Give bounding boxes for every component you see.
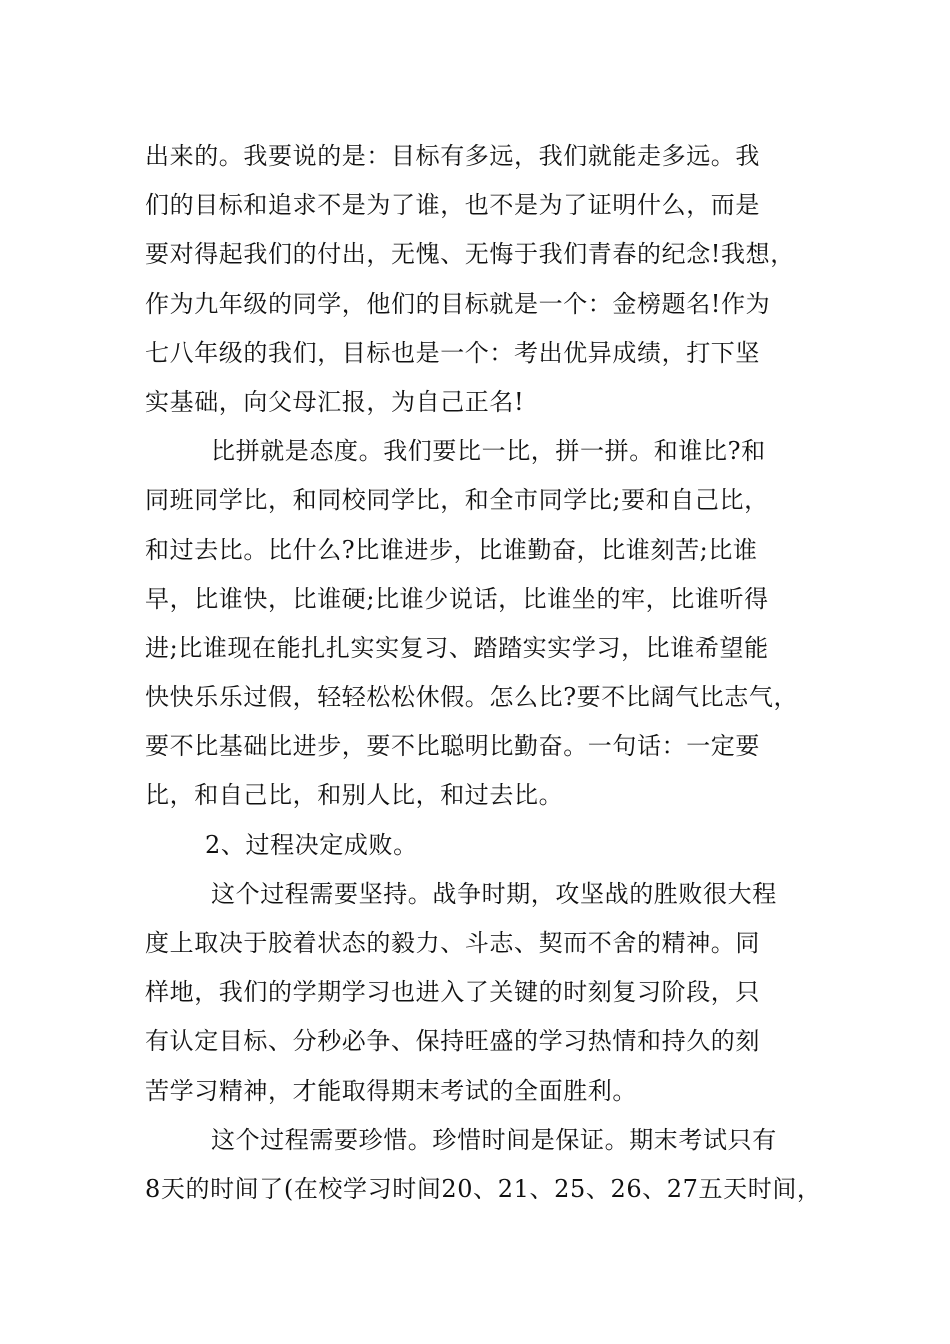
text-line: 度上取决于胶着状态的毅力、斗志、契而不舍的精神。同 [145, 929, 760, 957]
text-line: 早，比谁快，比谁硬;比谁少说话，比谁坐的牢，比谁听得 [145, 584, 769, 613]
document-body [145, 132, 835, 1214]
text-line: 和过去比。比什么?比谁进步，比谁勤奋，比谁刻苦;比谁 [145, 535, 758, 564]
text-line: 作为九年级的同学，他们的目标就是一个：金榜题名!作为 [145, 289, 771, 318]
text-line: 出来的。我要说的是：目标有多远，我们就能走多远。我 [145, 142, 760, 170]
text-line: 七八年级的我们，目标也是一个：考出优异成绩，打下坚 [145, 338, 760, 367]
paragraph-start-line: 这个过程需要珍惜。珍惜时间是保证。期末考试只有 [211, 1125, 777, 1154]
text-line: 比，和自己比，和别人比，和过去比。 [145, 781, 564, 810]
section-heading: 2、过程决定成败。 [205, 830, 418, 859]
text-line: 要对得起我们的付出，无愧、无悔于我们青春的纪念!我想， [145, 240, 795, 269]
text-line: 8天的时间了(在校学习时间20、21、25、26、27五天时间， [145, 1174, 822, 1203]
text-line: 同班同学比，和同校同学比，和全市同学比;要和自己比， [145, 486, 769, 515]
text-line: 要不比基础比进步，要不比聪明比勤奋。一句话：一定要 [145, 732, 760, 761]
text-line: 有认定目标、分秒必争、保持旺盛的学习热情和持久的刻 [145, 1027, 760, 1056]
text-line: 快快乐乐过假，轻轻松松休假。怎么比?要不比阔气比志气， [145, 683, 799, 712]
text-line: 苦学习精神，才能取得期末考试的全面胜利。 [145, 1076, 637, 1105]
text-line: 进;比谁现在能扎扎实实复习、踏踏实实学习，比谁希望能 [145, 633, 769, 662]
text-line: 们的目标和追求不是为了谁，也不是为了证明什么，而是 [145, 191, 760, 220]
paragraph-start-line: 这个过程需要坚持。战争时期，攻坚战的胜败很大程 [211, 879, 777, 908]
text-line: 实基础，向父母汇报，为自己正名! [145, 387, 525, 416]
paragraph-start-line: 比拼就是态度。我们要比一比，拼一拼。和谁比?和 [211, 437, 766, 466]
text-line: 样地，我们的学期学习也进入了关键的时刻复习阶段，只 [145, 978, 760, 1007]
